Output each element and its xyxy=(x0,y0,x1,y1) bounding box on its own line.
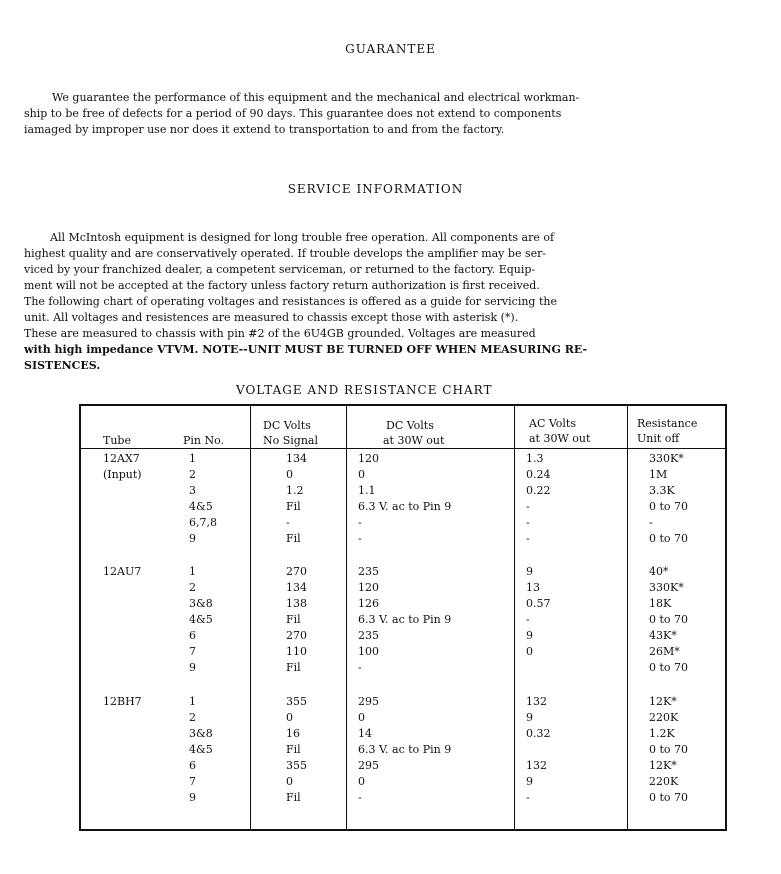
cell-res: 0 to 70 xyxy=(649,661,689,674)
service-paragraph xyxy=(24,230,744,374)
header-dc-nosignal-1: DC Volts xyxy=(263,419,311,432)
header-resistance-2: Unit off xyxy=(637,432,680,445)
cell-dc: 110 xyxy=(286,645,307,658)
cell-dc: 355 xyxy=(286,695,307,708)
column-divider xyxy=(627,406,628,829)
cell-pin: 3&8 xyxy=(189,727,213,740)
cell-dc30: - xyxy=(358,516,362,529)
cell-pin: 3&8 xyxy=(189,597,213,610)
chart-title: VOLTAGE AND RESISTANCE CHART xyxy=(236,383,493,397)
service-line: SISTENCES. xyxy=(24,359,101,372)
cell-ac: - xyxy=(526,613,530,626)
voltage-resistance-table xyxy=(79,404,727,831)
cell-ac: 132 xyxy=(526,759,547,772)
cell-res: 0 to 70 xyxy=(649,613,689,626)
cell-pin: 6 xyxy=(189,759,196,772)
service-title: SERVICE INFORMATION xyxy=(287,182,464,196)
cell-pin: 6,7,8 xyxy=(189,516,217,529)
cell-res: 43K* xyxy=(649,629,677,642)
cell-dc30: 6.3 V. ac to Pin 9 xyxy=(358,743,452,756)
cell-dc30: 235 xyxy=(358,565,379,578)
cell-pin: 7 xyxy=(189,775,196,788)
cell-res: 220K xyxy=(649,711,679,724)
guarantee-line: iamaged by improper use nor does it extend to transportation to and from the factory. xyxy=(24,123,505,136)
cell-dc30: 1.1 xyxy=(358,484,376,497)
service-line: viced by your franchized dealer, a competent serviceman, or returned to the factory. Equip- xyxy=(24,263,536,276)
cell-dc: Fil xyxy=(286,791,301,804)
cell-dc30: 0 xyxy=(358,711,365,724)
header-resistance-1: Resistance xyxy=(637,417,698,430)
cell-dc: Fil xyxy=(286,743,301,756)
cell-res: 1M xyxy=(649,468,668,481)
column-divider xyxy=(514,406,515,829)
cell-dc30: 120 xyxy=(358,581,379,594)
cell-res: 0 to 70 xyxy=(649,743,689,756)
header-dc-nosignal-2: No Signal xyxy=(263,434,318,447)
cell-pin: 9 xyxy=(189,532,196,545)
cell-pin: 2 xyxy=(189,711,196,724)
cell-dc30: 126 xyxy=(358,597,379,610)
cell-res: 26M* xyxy=(649,645,680,658)
header-divider xyxy=(81,448,725,449)
header-ac-30w-2: at 30W out xyxy=(529,432,591,445)
cell-dc: 134 xyxy=(286,581,307,594)
cell-tube: 12BH7 xyxy=(103,695,142,708)
cell-pin: 3 xyxy=(189,484,196,497)
cell-pin: 2 xyxy=(189,581,196,594)
cell-ac: 0.22 xyxy=(526,484,551,497)
cell-ac: 0.24 xyxy=(526,468,551,481)
cell-ac: 132 xyxy=(526,695,547,708)
cell-pin: 2 xyxy=(189,468,196,481)
cell-tube: (Input) xyxy=(103,468,142,481)
service-line: highest quality and are conservatively operated. If trouble develops the amplifier may be ser- xyxy=(24,247,547,260)
cell-res: 330K* xyxy=(649,452,684,465)
cell-pin: 7 xyxy=(189,645,196,658)
cell-res: 12K* xyxy=(649,695,677,708)
cell-dc: 1.2 xyxy=(286,484,304,497)
guarantee-paragraph xyxy=(24,90,742,138)
cell-res: - xyxy=(649,516,653,529)
cell-pin: 1 xyxy=(189,565,196,578)
cell-dc: 0 xyxy=(286,775,293,788)
cell-dc30: 0 xyxy=(358,468,365,481)
cell-res: 0 to 70 xyxy=(649,532,689,545)
cell-dc30: 6.3 V. ac to Pin 9 xyxy=(358,500,452,513)
cell-res: 0 to 70 xyxy=(649,500,689,513)
cell-dc: Fil xyxy=(286,613,301,626)
cell-pin: 6 xyxy=(189,629,196,642)
guarantee-line: We guarantee the performance of this equipment and the mechanical and electrical workman- xyxy=(52,91,580,104)
service-line: unit. All voltages and resistences are measured to chassis except those with asterisk (*). xyxy=(24,311,519,324)
cell-res: 3.3K xyxy=(649,484,675,497)
cell-pin: 1 xyxy=(189,452,196,465)
service-line: with high impedance VTVM. NOTE--UNIT MUST BE TURNED OFF WHEN MEASURING RE- xyxy=(24,343,588,356)
cell-dc30: 6.3 V. ac to Pin 9 xyxy=(358,613,452,626)
cell-dc30: - xyxy=(358,661,362,674)
cell-ac: 9 xyxy=(526,711,533,724)
cell-res: 18K xyxy=(649,597,672,610)
service-line: These are measured to chassis with pin #2 of the 6U4GB grounded. Voltages are measured xyxy=(24,327,536,340)
cell-ac: 9 xyxy=(526,565,533,578)
cell-dc: 16 xyxy=(286,727,300,740)
cell-dc: Fil xyxy=(286,532,301,545)
cell-dc30: 0 xyxy=(358,775,365,788)
header-dc-30w-2: at 30W out xyxy=(383,434,445,447)
cell-res: 1.2K xyxy=(649,727,675,740)
cell-ac: 0.32 xyxy=(526,727,551,740)
cell-ac: 1.3 xyxy=(526,452,544,465)
cell-dc30: 295 xyxy=(358,759,379,772)
cell-res: 12K* xyxy=(649,759,677,772)
cell-dc: - xyxy=(286,516,290,529)
cell-dc: 0 xyxy=(286,711,293,724)
cell-pin: 1 xyxy=(189,695,196,708)
cell-ac: 13 xyxy=(526,581,540,594)
cell-dc: Fil xyxy=(286,500,301,513)
cell-ac: 9 xyxy=(526,775,533,788)
cell-dc: 134 xyxy=(286,452,307,465)
column-divider xyxy=(250,406,251,829)
cell-dc30: 295 xyxy=(358,695,379,708)
cell-res: 330K* xyxy=(649,581,684,594)
cell-dc30: 100 xyxy=(358,645,379,658)
cell-pin: 9 xyxy=(189,791,196,804)
header-ac-30w-1: AC Volts xyxy=(529,417,576,430)
cell-dc30: - xyxy=(358,791,362,804)
cell-dc30: 14 xyxy=(358,727,372,740)
service-line: ment will not be accepted at the factory unless factory return authorization is first received. xyxy=(24,279,540,292)
cell-ac: - xyxy=(526,516,530,529)
guarantee-title: GUARANTEE xyxy=(345,42,436,56)
cell-res: 0 to 70 xyxy=(649,791,689,804)
cell-dc: 270 xyxy=(286,565,307,578)
cell-ac: - xyxy=(526,532,530,545)
service-line: The following chart of operating voltages and resistances is offered as a guide for servicing the xyxy=(24,295,557,308)
header-pin: Pin No. xyxy=(183,434,225,447)
header-tube: Tube xyxy=(103,434,131,447)
cell-dc: 138 xyxy=(286,597,307,610)
cell-pin: 4&5 xyxy=(189,500,213,513)
cell-ac: 9 xyxy=(526,629,533,642)
cell-dc: 355 xyxy=(286,759,307,772)
column-divider xyxy=(346,406,347,829)
guarantee-line: ship to be free of defects for a period of 90 days. This guarantee does not extend to components xyxy=(24,107,562,120)
cell-tube: 12AU7 xyxy=(103,565,142,578)
cell-res: 220K xyxy=(649,775,679,788)
cell-ac: - xyxy=(526,500,530,513)
cell-dc: 0 xyxy=(286,468,293,481)
cell-pin: 4&5 xyxy=(189,613,213,626)
cell-pin: 4&5 xyxy=(189,743,213,756)
cell-pin: 9 xyxy=(189,661,196,674)
cell-dc: Fil xyxy=(286,661,301,674)
cell-dc30: - xyxy=(358,532,362,545)
cell-dc30: 120 xyxy=(358,452,379,465)
header-dc-30w-1: DC Volts xyxy=(386,419,434,432)
service-line: All McIntosh equipment is designed for long trouble free operation. All components are of xyxy=(50,231,555,244)
cell-ac: 0.57 xyxy=(526,597,551,610)
cell-dc30: 235 xyxy=(358,629,379,642)
cell-dc: 270 xyxy=(286,629,307,642)
cell-res: 40* xyxy=(649,565,669,578)
cell-ac: 0 xyxy=(526,645,533,658)
cell-tube: 12AX7 xyxy=(103,452,140,465)
cell-ac: - xyxy=(526,791,530,804)
